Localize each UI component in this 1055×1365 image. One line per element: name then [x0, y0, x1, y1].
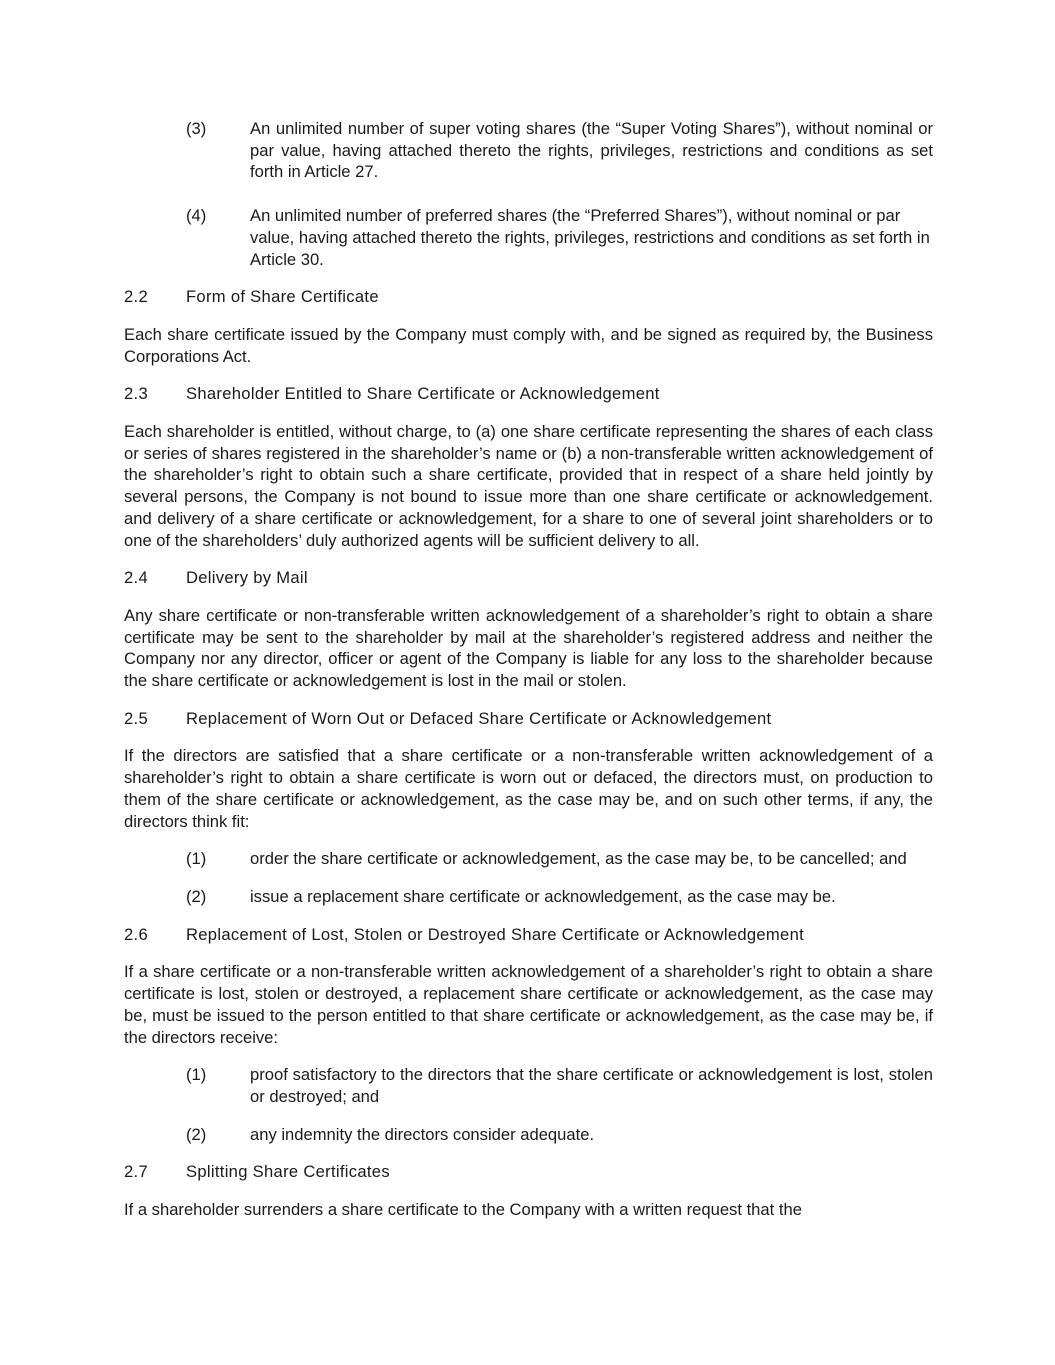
item-number: (2) — [186, 886, 207, 906]
item-text: An unlimited number of preferred shares (the “Preferred Shares”), without nominal or par value, having attached thereto the rights, privileges, restrictions and conditions as set forth in Article 30. — [250, 206, 930, 269]
section-number: 2.6 — [124, 924, 148, 944]
item-indent — [124, 848, 186, 870]
numbered-item — [124, 1064, 933, 1107]
item-text: proof satisfactory to the directors that the share certificate or acknowledgement is lost, stolen or destroyed; and — [250, 1065, 933, 1106]
item-number: (1) — [186, 849, 207, 869]
section-number: 2.7 — [124, 1162, 148, 1182]
section-title: Shareholder Entitled to Share Certificate or Acknowledgement — [186, 384, 660, 404]
section-heading-2-7 — [124, 1161, 933, 1183]
item-indent — [124, 1124, 186, 1146]
section-heading-2-2 — [124, 286, 933, 308]
paragraph: Any share certificate or non-transferable written acknowledgement of a shareholder’s right to obtain a share certificate may be sent to the shareholder by mail at the shareholder’s registered address and neither the Company nor any director, officer or agent of the Company is liable for any loss to the shareholder because the share certificate or acknowledgement is lost in the mail or stolen. — [124, 605, 933, 691]
item-number: (4) — [186, 206, 207, 226]
numbered-item — [124, 886, 933, 908]
item-text: issue a replacement share certificate or acknowledgement, as the case may be. — [250, 886, 836, 906]
item-indent — [124, 205, 186, 270]
section-title: Replacement of Lost, Stolen or Destroyed Share Certificate or Acknowledgement — [186, 924, 805, 944]
section-heading-2-6 — [124, 924, 933, 946]
section-heading-2-4 — [124, 567, 933, 589]
section-number: 2.3 — [124, 384, 148, 404]
section-title: Form of Share Certificate — [186, 287, 379, 307]
numbered-item — [124, 118, 933, 183]
paragraph: Each shareholder is entitled, without charge, to (a) one share certificate representing the shares of each class or series of shares registered in the shareholder’s name or (b) a non-transferable written acknowledgement of the shareholder’s right to obtain such a share certificate, provided that in respect of a share held jointly by several persons, the Company is not bound to issue more than one share certificate or acknowledgement. and delivery of a share certificate or acknowledgement, for a share to one of several joint shareholders or to one of the shareholders’ duly authorized agents will be sufficient delivery to all. — [124, 422, 933, 550]
section-number: 2.4 — [124, 568, 148, 588]
item-text: any indemnity the directors consider adequate. — [250, 1124, 595, 1144]
item-text: order the share certificate or acknowledgement, as the case may be, to be cancelled; and — [250, 849, 907, 869]
item-indent — [124, 1064, 186, 1107]
item-number: (3) — [186, 119, 207, 138]
section-heading-2-3 — [124, 383, 933, 405]
section-title: Delivery by Mail — [186, 568, 308, 588]
item-indent — [124, 886, 186, 908]
item-number: (2) — [186, 1124, 207, 1144]
item-text: An unlimited number of super voting shares (the “Super Voting Shares”), without nominal or par value, having attached thereto the rights, privileges, restrictions and conditions as set forth in Article 27. — [250, 119, 933, 182]
paragraph: If a shareholder surrenders a share certificate to the Company with a written request that the — [124, 1200, 802, 1220]
section-number: 2.5 — [124, 708, 148, 728]
paragraph: If a share certificate or a non-transferable written acknowledgement of a shareholder’s right to obtain a share certificate is lost, stolen or destroyed, a replacement share certificate or acknowledgement, as the case may be, must be issued to the person entitled to that share certificate or acknowledgement, as the case may be, if the directors receive: — [124, 962, 933, 1047]
item-indent — [124, 118, 186, 183]
item-number: (1) — [186, 1065, 207, 1085]
numbered-item — [124, 848, 933, 870]
section-number: 2.2 — [124, 287, 148, 307]
section-heading-2-5 — [124, 708, 933, 730]
numbered-item — [124, 205, 933, 270]
numbered-item — [124, 1124, 933, 1146]
paragraph: If the directors are satisfied that a share certificate or a non-transferable written acknowledgement of a shareholder’s right to obtain a share certificate is worn out or defaced, the directors must, on production to them of the share certificate or acknowledgement, as the case may be, and on such other terms, if any, the directors think fit: — [124, 746, 933, 831]
paragraph: Each share certificate issued by the Company must comply with, and be signed as required by, the Business Corporations Act. — [124, 324, 933, 366]
section-title: Splitting Share Certificates — [186, 1162, 390, 1182]
section-title: Replacement of Worn Out or Defaced Share Certificate or Acknowledgement — [186, 708, 772, 728]
